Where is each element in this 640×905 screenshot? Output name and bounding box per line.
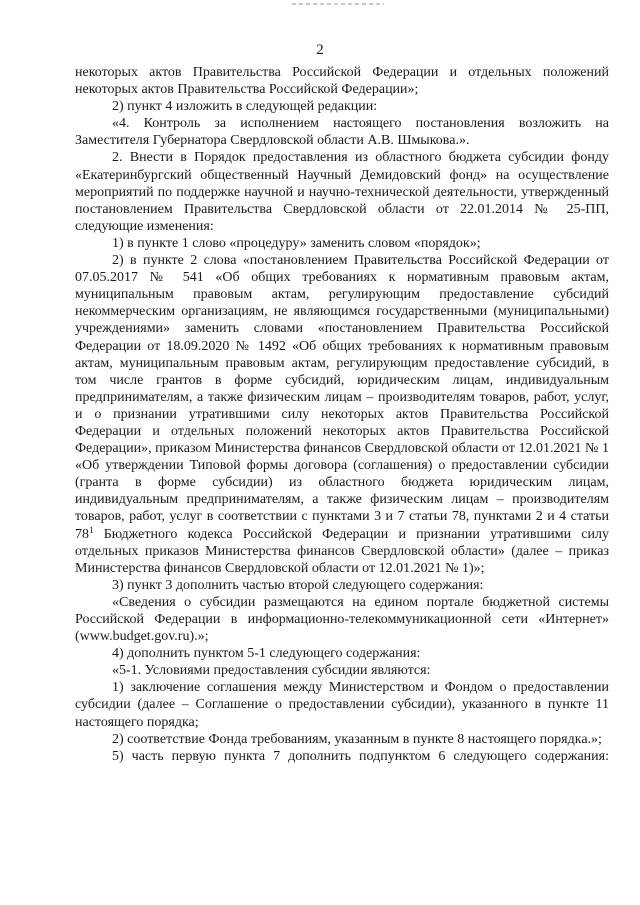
scan-artifact — [292, 3, 384, 5]
paragraph: 1) в пункте 1 слово «процедуру» заменить словом «порядок»; — [112, 235, 481, 251]
paragraph: 5) часть первую пункта 7 дополнить подпунктом 6 следующего содержания: — [112, 748, 609, 764]
paragraph: «Сведения о субсидии размещаются на едином портале бюджетной системы Российской Федерации в информационно-телекоммуникационной сети «Интернет» (www.budget.gov.ru).»; — [75, 594, 609, 645]
paragraph: «4. Контроль за исполнением настоящего постановления возложить на Заместителя Губернатора Свердловской области А.В. Шмыкова.». — [75, 116, 609, 149]
paragraph: 4) дополнить пунктом 5-1 следующего содержания: — [112, 646, 421, 662]
paragraph: «5-1. Условиями предоставления субсидии являются: — [112, 663, 431, 679]
paragraph-text: 2) в пункте 2 слова «постановлением Правительства Российской Федерации от 07.05.2017 № 541 «Об общих требованиях к нормативным правовым актам, муниципальным правовым актам, регулирующим предоставление субсидий некоммерческим организациям, не являющимся государственными (муниципальными) учреждениями» заменить словами «постановлением Правительства Российской Федерации от 18.09.2020 № 1492 «Об общих требованиях к нормативным правовым актам, муниципальным правовым актам, регулирующим предоставление субсидий, в том числе грантов в форме субсидий, юридическим лицам, индивидуальным предпринимателям, а также физическим лицам – производителям товаров, работ, услуг, и о признании утратившими силу некоторых актов Правительства Российской Федерации и отдельных положений некоторых актов Правительства Российской Федерации», приказом Министерства финансов Свердловской области от 12.01.2021 № 1 «Об утверждении Типовой формы договора (соглашения) о предоставлении субсидии (гранта в форме субсидии) из областного бюджета юридическим лицам, индивидуальным предпринимателям, а также физическим лицам – производителям товаров, работ, услуг в соответствии с пунктами 3 и 7 статьи 78, пунктами 2 и 4 статьи 78 — [75, 253, 609, 542]
paragraph: 2. Внести в Порядок предоставления из областного бюджета субсидии фонду «Екатеринбургский общественный Научный Демидовский фонд» на осуществление мероприятий по поддержке научной и научно-технической деятельности, утвержденный постановлением Правительства Свердловской области от 22.01.2014 № 25-ПП, следующие изменения: — [75, 150, 609, 234]
paragraph — [75, 252, 609, 577]
paragraph: некоторых актов Правительства Российской Федерации и отдельных положений некоторых актов Правительства Российской Федерации»; — [75, 65, 609, 98]
superscript: 1 — [89, 524, 94, 535]
paragraph: 2) соответствие Фонда требованиям, указанным в пункте 8 настоящего порядка.»; — [112, 731, 602, 747]
page-number: 2 — [316, 42, 324, 58]
paragraph-text-cont: Бюджетного кодекса Российской Федерации и признании утратившими силу отдельных приказов Министерства финансов Свердловской области» (далее – приказ Министерства финансов Свердловской области от 12.01.2021 № 1)»; — [75, 526, 609, 576]
paragraph: 3) пункт 3 дополнить частью второй следующего содержания: — [112, 577, 484, 593]
paragraph: 2) пункт 4 изложить в следующей редакции: — [112, 99, 378, 115]
document-body — [75, 64, 609, 765]
paragraph: 1) заключение соглашения между Министерством и Фондом о предоставлении субсидии (далее – Соглашение о предоставлении субсидии), указанного в пункте 11 настоящего порядка; — [75, 680, 609, 730]
